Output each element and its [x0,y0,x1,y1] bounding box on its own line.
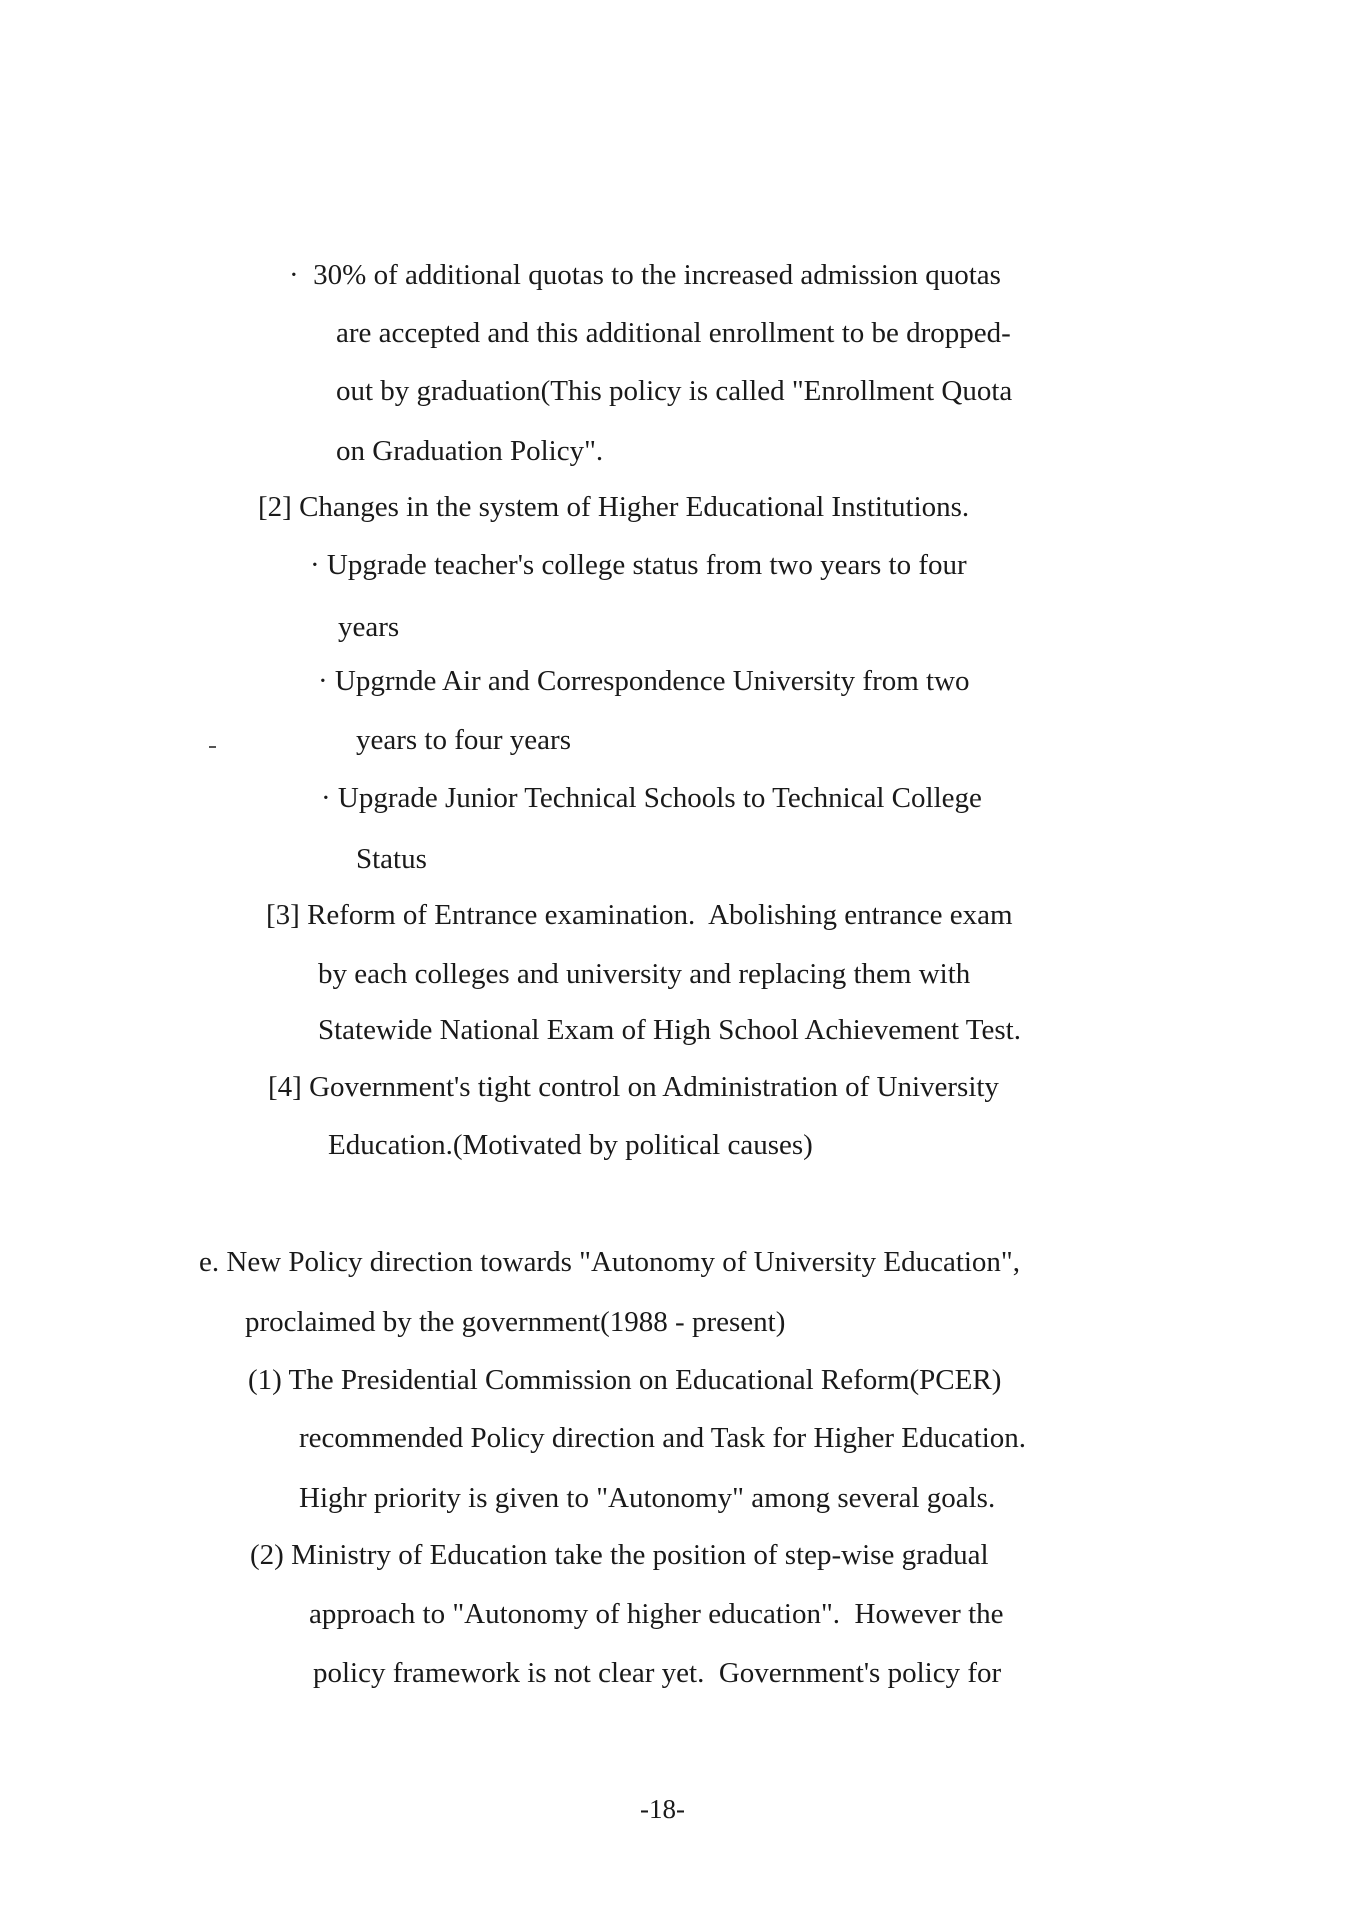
text-line: · Upgrade Junior Technical Schools to Technical College [321,782,982,814]
text-line: e. New Policy direction towards "Autonomy of University Education", [199,1246,1021,1278]
margin-mark [209,746,216,748]
text-line: (1) The Presidential Commission on Educational Reform(PCER) [248,1364,1002,1396]
text-line: recommended Policy direction and Task for Higher Education. [299,1422,1027,1454]
text-line: Status [356,843,427,875]
text-line: years [338,611,400,643]
text-line: · 30% of additional quotas to the increased admission quotas [289,259,1001,291]
text-line: on Graduation Policy". [336,435,604,467]
text-line: out by graduation(This policy is called "Enrollment Quota [336,375,1013,407]
text-line: proclaimed by the government(1988 - present) [245,1306,786,1338]
text-line: Highr priority is given to "Autonomy" among several goals. [299,1482,996,1514]
text-line: by each colleges and university and replacing them with [318,958,971,990]
text-line: are accepted and this additional enrollment to be dropped- [336,317,1011,349]
text-line: · Upgrnde Air and Correspondence University from two [318,665,970,697]
text-line: years to four years [356,724,571,756]
text-line: Education.(Motivated by political causes) [328,1129,813,1161]
text-line: [3] Reform of Entrance examination. Abolishing entrance exam [266,899,1013,931]
text-line: (2) Ministry of Education take the position of step-wise gradual [250,1539,989,1571]
text-line: approach to "Autonomy of higher education". However the [309,1598,1004,1630]
page-number: -18- [640,1794,685,1824]
text-line: [4] Government's tight control on Administration of University [268,1071,999,1103]
text-line: [2] Changes in the system of Higher Educational Institutions. [258,491,970,523]
text-line: · Upgrade teacher's college status from two years to four [310,549,967,581]
text-line: policy framework is not clear yet. Government's policy for [313,1657,1002,1689]
text-line: Statewide National Exam of High School Achievement Test. [318,1014,1021,1046]
